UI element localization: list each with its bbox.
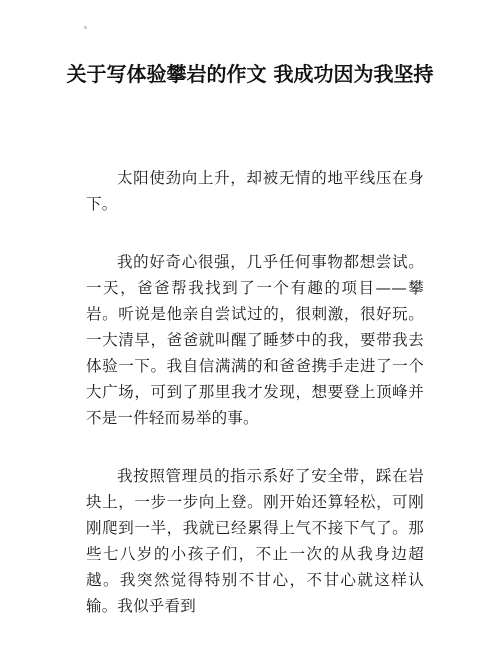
paragraph-2: 我的好奇心很强，几乎任何事物都想尝试。一天，爸爸帮我找到了一个有趣的项目——攀岩。听说是他亲自尝试过的，很刺激，很好玩。一大清早，爸爸就叫醒了睡梦中的我，要带我去体验一下。我自信满满的和爸爸携手走进了一个大广场，可到了那里我才发现，想要登上顶峰并不是一件轻而易举的事。 [86,253,424,427]
document-body [86,165,424,651]
document-title: 关于写体验攀岩的作文 我成功因为我坚持 [66,62,434,86]
paragraph-1: 太阳使劲向上升，却被无情的地平线压在身下。 [86,169,424,213]
scan-dot [84,26,87,29]
paragraph-3: 我按照管理员的指示系好了安全带，踩在岩块上，一步一步向上登。刚开始还算轻松，可刚刚爬到一半，我就已经累得上气不接下气了。那些七八岁的小孩子们，不止一次的从我身边超越。我突然觉得特别不甘心，不甘心就这样认输。我似乎看到 [86,467,424,615]
